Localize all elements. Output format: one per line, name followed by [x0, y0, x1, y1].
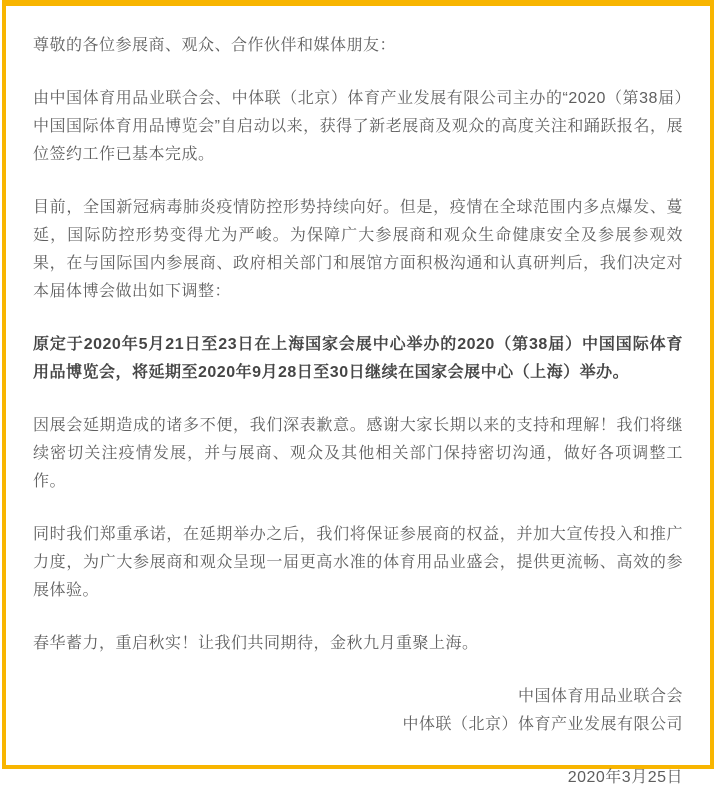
- paragraph-epidemic-situation: 目前，全国新冠病毒肺炎疫情防控形势持续向好。但是，疫情在全球范围内多点爆发、蔓延，国际防控形势变得尤为严峻。为保障广大参展商和观众生命健康安全及参展参观效果，在与国际国内参展商、政府相关部门和展馆方面积极沟通和认真研判后，我们决定对本届体博会做出如下调整：: [33, 199, 683, 300]
- signature-org-primary: 中国体育用品业联合会: [517, 688, 683, 705]
- signature-block: [33, 683, 683, 739]
- paragraph-apology: 因展会延期造成的诸多不便，我们深表歉意。感谢大家长期以来的支持和理解！我们将继续密切关注疫情发展，并与展商、观众及其他相关部门保持密切沟通，做好各项调整工作。: [33, 417, 683, 490]
- notice-frame: [2, 0, 714, 786]
- salutation: 尊敬的各位参展商、观众、合作伙伴和媒体朋友：: [33, 37, 397, 54]
- signature-org-secondary: 中体联（北京）体育产业发展有限公司: [402, 716, 683, 733]
- paragraph-slogan: 春华蓄力，重启秋实！让我们共同期待，金秋九月重聚上海。: [33, 635, 479, 652]
- paragraph-postponement-highlight: 原定于2020年5月21日至23日在上海国家会展中心举办的2020（第38届）中国国际体育用品博览会，将延期至2020年9月28日至30日继续在国家会展中心（上海）举办。: [33, 336, 683, 381]
- postponement-notice-letter: [6, 6, 710, 792]
- paragraph-promise: 同时我们郑重承诺，在延期举办之后，我们将保证参展商的权益，并加大宣传投入和推广力度，为广大参展商和观众呈现一届更高水准的体育用品业盛会，提供更流畅、高效的参展体验。: [33, 526, 683, 599]
- paragraph-intro: 由中国体育用品业联合会、中体联（北京）体育产业发展有限公司主办的“2020（第38届）中国国际体育用品博览会”自启动以来，获得了新老展商及观众的高度关注和踊跃报名，展位签约工作已基本完成。: [33, 90, 683, 163]
- date-line: 2020年3月25日: [567, 769, 683, 786]
